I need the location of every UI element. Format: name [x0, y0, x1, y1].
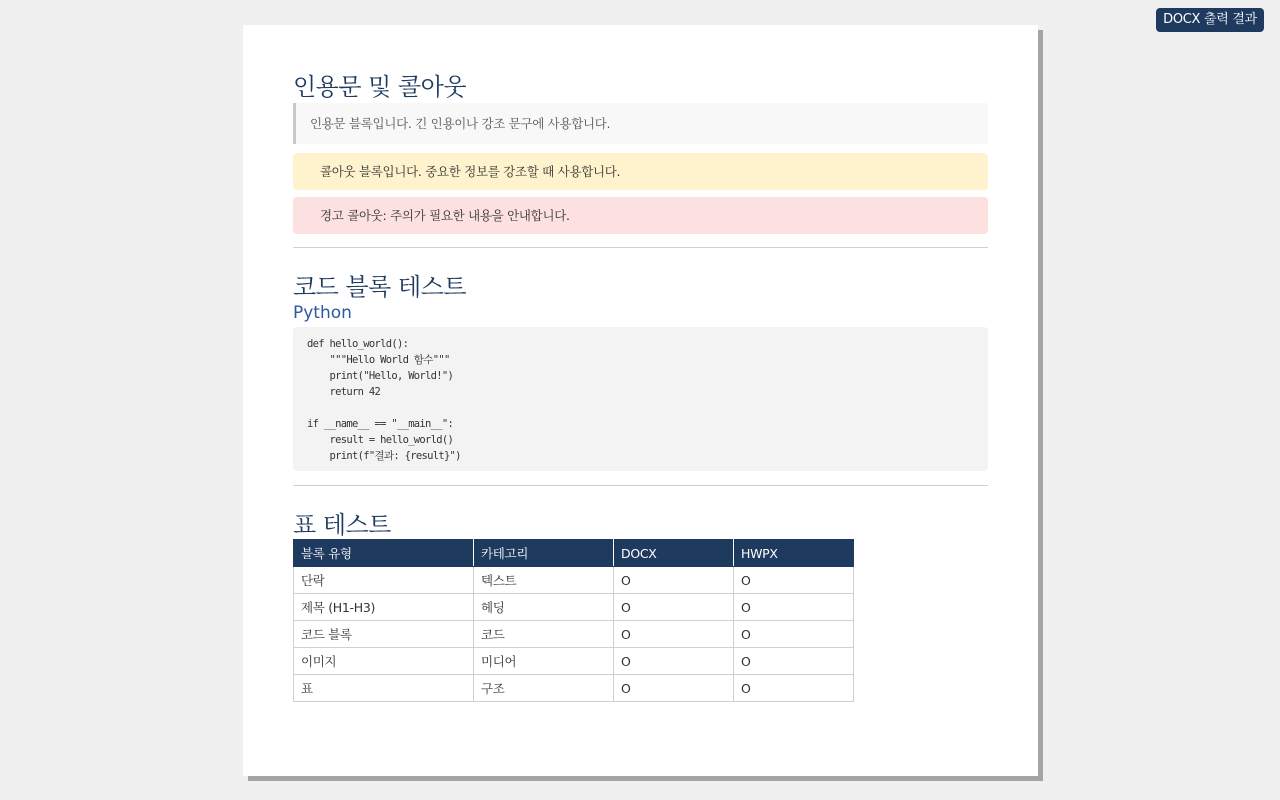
table-cell: 코드 블록: [294, 621, 474, 648]
table-row: [294, 621, 854, 648]
header-category: 카테고리: [474, 540, 614, 567]
table-cell: O: [614, 648, 734, 675]
output-badge: DOCX 출력 결과: [1156, 8, 1264, 32]
code-block: def hello_world(): """Hello World 함수""" print("Hello, World!") return 42 if __name__ == "__main__": result = hello_world() print(f"결과: {result}"): [293, 327, 988, 471]
document-page: [243, 25, 1038, 776]
table-cell: 코드: [474, 621, 614, 648]
table-cell: O: [734, 621, 854, 648]
header-hwpx: HWPX: [734, 540, 854, 567]
header-docx: DOCX: [614, 540, 734, 567]
table-cell: O: [734, 648, 854, 675]
table-cell: O: [614, 567, 734, 594]
table-cell: O: [614, 594, 734, 621]
table-row: [294, 675, 854, 702]
divider: [293, 247, 988, 248]
callout-warning: 경고 콜아웃: 주의가 필요한 내용을 안내합니다.: [293, 197, 988, 234]
table-cell: O: [734, 594, 854, 621]
table-cell: 구조: [474, 675, 614, 702]
table-row: [294, 567, 854, 594]
section-title-code: 코드 블록 테스트: [293, 273, 467, 301]
code-language-heading: Python: [293, 303, 352, 323]
table-row: [294, 594, 854, 621]
table-cell: 텍스트: [474, 567, 614, 594]
header-block-type: 블록 유형: [294, 540, 474, 567]
blockquote: 인용문 블록입니다. 긴 인용이나 강조 문구에 사용합니다.: [293, 103, 988, 144]
table-cell: O: [614, 675, 734, 702]
table-cell: 이미지: [294, 648, 474, 675]
table-cell: O: [734, 675, 854, 702]
table-cell: 표: [294, 675, 474, 702]
data-table: [293, 539, 854, 702]
divider: [293, 485, 988, 486]
table-cell: 단락: [294, 567, 474, 594]
table-cell: O: [614, 621, 734, 648]
table-cell: O: [734, 567, 854, 594]
section-title-table: 표 테스트: [293, 511, 391, 539]
section-title-quote: 인용문 및 콜아웃: [293, 73, 467, 101]
table-cell: 미디어: [474, 648, 614, 675]
table-header-row: [294, 540, 854, 567]
table-cell: 제목 (H1-H3): [294, 594, 474, 621]
table-row: [294, 648, 854, 675]
table-cell: 헤딩: [474, 594, 614, 621]
callout-info: 콜아웃 블록입니다. 중요한 정보를 강조할 때 사용합니다.: [293, 153, 988, 190]
